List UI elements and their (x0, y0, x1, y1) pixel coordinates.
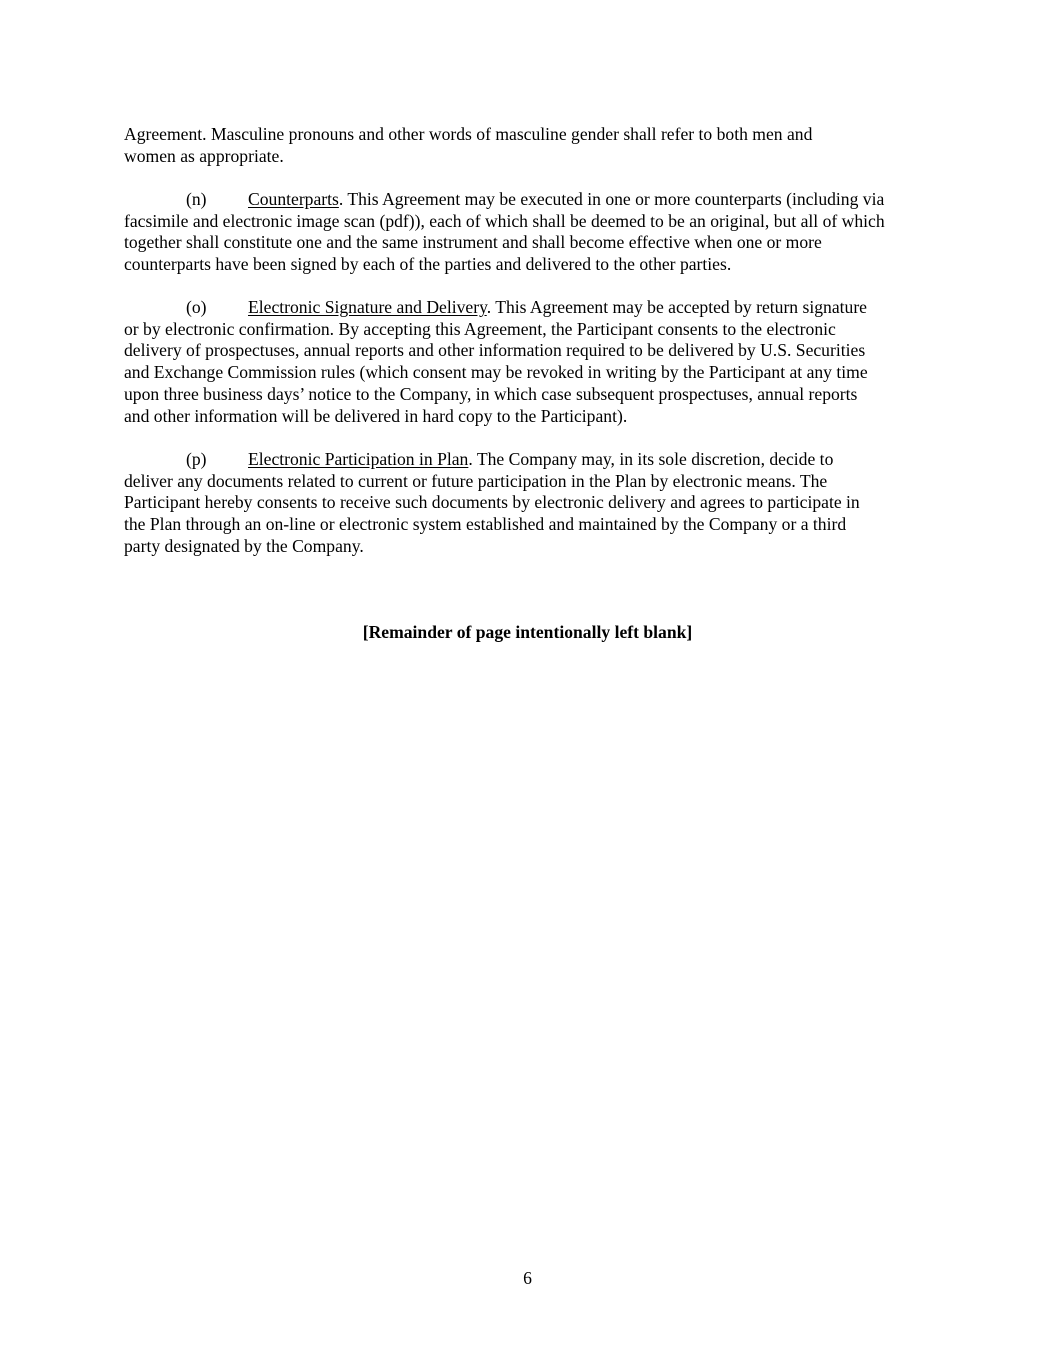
section-line: deliver any documents related to current or future participation in the Plan by electronic means. The (124, 470, 828, 491)
section-line: counterparts have been signed by each of the parties and delivered to the other parties. (124, 254, 732, 275)
section-line: and Exchange Commission rules (which consent may be revoked in writing by the Participant at any time (124, 362, 868, 383)
section-first-line (124, 297, 932, 319)
intro-line: Agreement. Masculine pronouns and other words of masculine gender shall refer to both men and (124, 124, 813, 144)
section-line: party designated by the Company. (124, 535, 364, 556)
intro-paragraph (124, 124, 932, 167)
section-marker: (p) (186, 449, 207, 469)
section-line: and other information will be delivered in hard copy to the Participant). (124, 405, 628, 426)
section-first-line-text: . The Company may, in its sole discretion, decide to (468, 449, 834, 469)
section-first-line (124, 449, 932, 471)
section-first-line (124, 189, 932, 211)
section-heading: Counterparts (248, 189, 339, 209)
section-marker: (o) (186, 297, 207, 317)
intro-line: women as appropriate. (124, 145, 284, 166)
section-p-electronic-participation (124, 449, 932, 558)
section-line: delivery of prospectuses, annual reports and other information required to be delivered by U.S. Securities (124, 340, 866, 361)
section-line: Participant hereby consents to receive such documents by electronic delivery and agrees to participate in (124, 492, 860, 513)
page-number: 6 (523, 1268, 532, 1288)
section-line: upon three business days’ notice to the Company, in which case subsequent prospectuses, annual reports (124, 383, 858, 404)
section-o-electronic-signature (124, 297, 932, 427)
section-heading: Electronic Participation in Plan (248, 449, 469, 469)
section-line: the Plan through an on-line or electronic system established and maintained by the Company or a third (124, 514, 847, 535)
section-first-line-text: . This Agreement may be accepted by return signature (486, 297, 867, 317)
section-heading: Electronic Signature and Delivery (248, 297, 487, 317)
remainder-notice: [Remainder of page intentionally left blank] (362, 622, 693, 642)
section-first-line-text: . This Agreement may be executed in one or more counterparts (including via (338, 189, 885, 209)
section-line: together shall constitute one and the same instrument and shall become effective when one or more (124, 232, 822, 253)
section-n-counterparts (124, 189, 932, 276)
section-line: facsimile and electronic image scan (pdf)), each of which shall be deemed to be an original, but all of which (124, 210, 885, 231)
section-line: or by electronic confirmation. By accepting this Agreement, the Participant consents to the electronic (124, 318, 836, 339)
section-marker: (n) (186, 189, 207, 209)
